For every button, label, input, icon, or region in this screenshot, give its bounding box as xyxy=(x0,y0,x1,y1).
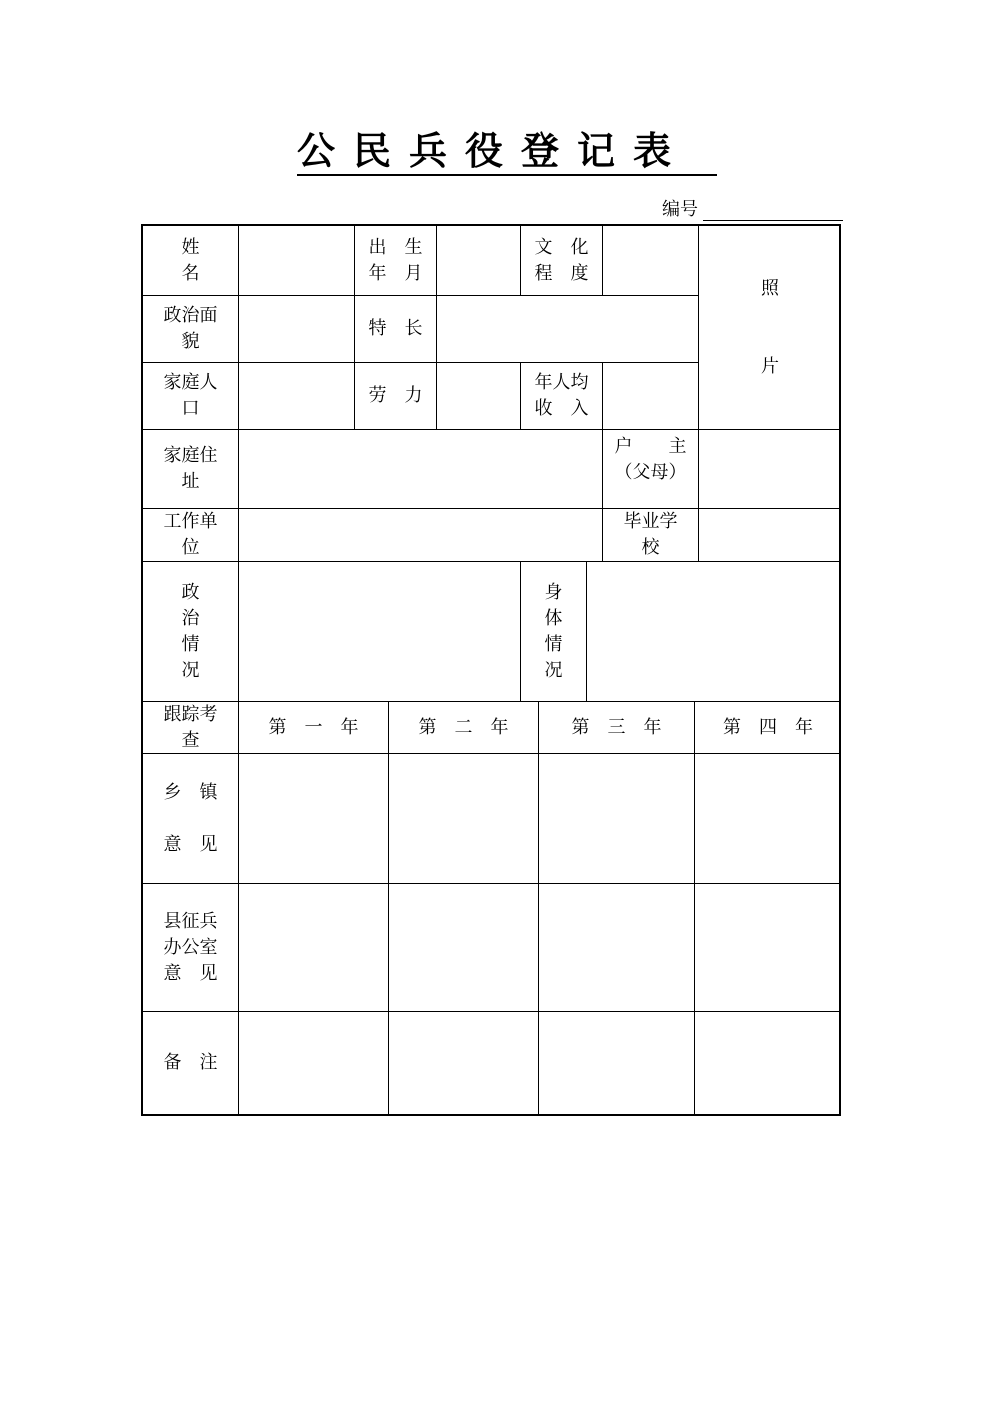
county-opinion-year-2[interactable] xyxy=(389,884,539,1012)
county-office-opinion-label: 县征兵 办公室 意 见 xyxy=(143,884,239,1012)
graduated-school-field[interactable] xyxy=(699,509,841,562)
township-opinion-year-2[interactable] xyxy=(389,754,539,884)
county-opinion-year-1[interactable] xyxy=(239,884,389,1012)
registration-table xyxy=(141,224,841,1116)
labor-field[interactable] xyxy=(437,363,521,430)
year-2-header: 第 二 年 xyxy=(389,702,539,754)
remarks-year-4[interactable] xyxy=(695,1012,841,1114)
per-capita-income-label: 年人均 收 入 xyxy=(521,363,603,430)
graduated-school-label: 毕业学 校 xyxy=(603,509,699,562)
work-unit-label: 工作单 位 xyxy=(143,509,239,562)
physical-situation-label: 身 体 情 况 xyxy=(521,562,587,702)
work-unit-field[interactable] xyxy=(239,509,603,562)
per-capita-income-field[interactable] xyxy=(603,363,699,430)
political-situation-field[interactable] xyxy=(239,562,521,702)
political-situation-label: 政 治 情 况 xyxy=(143,562,239,702)
serial-number-label: 编号 xyxy=(662,199,698,220)
year-3-header: 第 三 年 xyxy=(539,702,695,754)
township-opinion-year-3[interactable] xyxy=(539,754,695,884)
specialty-field[interactable] xyxy=(437,296,699,363)
remarks-year-1[interactable] xyxy=(239,1012,389,1114)
photo-box[interactable]: 照 片 xyxy=(699,226,841,430)
year-4-header: 第 四 年 xyxy=(695,702,841,754)
tracking-label: 跟踪考 查 xyxy=(143,702,239,754)
form-title: 公民兵役登记表 xyxy=(297,128,717,176)
name-label: 姓 名 xyxy=(143,226,239,296)
remarks-year-3[interactable] xyxy=(539,1012,695,1114)
specialty-label: 特 长 xyxy=(355,296,437,363)
remarks-label: 备 注 xyxy=(143,1012,239,1114)
township-opinion-year-4[interactable] xyxy=(695,754,841,884)
home-address-label: 家庭住 址 xyxy=(143,430,239,509)
county-opinion-year-4[interactable] xyxy=(695,884,841,1012)
name-field[interactable] xyxy=(239,226,355,296)
political-status-field[interactable] xyxy=(239,296,355,363)
birth-date-label: 出 生 年 月 xyxy=(355,226,437,296)
remarks-year-2[interactable] xyxy=(389,1012,539,1114)
household-size-field[interactable] xyxy=(239,363,355,430)
birth-date-field[interactable] xyxy=(437,226,521,296)
household-size-label: 家庭人 口 xyxy=(143,363,239,430)
householder-field[interactable] xyxy=(699,430,841,509)
year-1-header: 第 一 年 xyxy=(239,702,389,754)
physical-situation-field[interactable] xyxy=(587,562,841,702)
political-status-label: 政治面 貌 xyxy=(143,296,239,363)
education-field[interactable] xyxy=(603,226,699,296)
labor-label: 劳 力 xyxy=(355,363,437,430)
township-opinion-year-1[interactable] xyxy=(239,754,389,884)
county-opinion-year-3[interactable] xyxy=(539,884,695,1012)
serial-number-field[interactable] xyxy=(703,220,843,221)
householder-label: 户 主 （父母） xyxy=(603,430,699,509)
home-address-field[interactable] xyxy=(239,430,603,509)
township-opinion-label: 乡 镇 意 见 xyxy=(143,754,239,884)
education-label: 文 化 程 度 xyxy=(521,226,603,296)
